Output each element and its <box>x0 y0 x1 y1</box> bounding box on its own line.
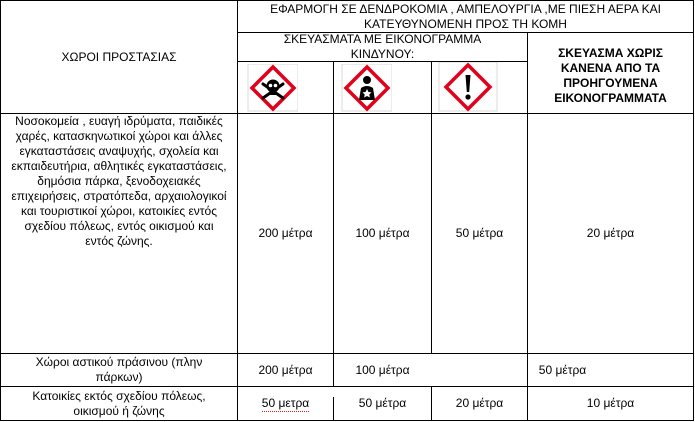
row3-irritant-distance <box>432 387 527 420</box>
row3-area-cell <box>1 387 237 420</box>
row2-toxic-value: 200 μέτρα <box>258 362 313 377</box>
row1-health-value: 100 μέτρα <box>355 226 410 240</box>
row2-merged-distance <box>432 354 693 386</box>
without-pictogram-label: ΣΚΕΥΑΣΜΑ ΧΩΡΙΣ ΚΑΝΕΝΑ ΑΠΟ ΤΑ ΠΡΟΗΓΟΥΜΕΝΑ ΕΙΚΟΝΟΓΡΑΜΜΑΤΑ <box>554 46 667 105</box>
skull-crossbones-icon <box>242 64 298 112</box>
application-method-header <box>238 1 693 32</box>
row1-area-text: Νοσοκομεία , ευαγή ιδρύματα, παιδικές χαρές, κατασκηνωτικοί χώροι και άλλες εγκαταστάσεις αναψυχής, σχολεία και εκπαιδευτήρια, αθλητικές εγκαταστάσεις, δημόσια πάρκα, ξενοδοχειακές επιχειρήσεις, στρατόπεδα, αρχαιολογικοί και τουριστικοί χώροι, κατοικίες εντός σχεδίου πόλεως, εντός οικισμού και εντός ζώνης. <box>11 114 227 248</box>
row1-toxic-value: 200 μέτρα <box>258 226 313 240</box>
row2-merged-value: 50 μέτρα <box>538 362 587 377</box>
protection-areas-label: ΧΩΡΟΙ ΠΡΟΣΤΑΣΙΑΣ <box>61 49 177 64</box>
row2-area-text: Χώροι αστικού πράσινου (πλην πάρκων) <box>35 355 203 384</box>
row1-area-cell <box>1 114 237 353</box>
row2-health-value: 100 μέτρα <box>355 362 410 377</box>
row1-none-distance <box>528 114 693 353</box>
grid-line <box>0 420 693 421</box>
health-hazard-icon <box>336 64 392 112</box>
row2-health-distance <box>334 354 431 386</box>
row3-none-value: 10 μέτρα <box>586 396 635 410</box>
exclamation-mark-icon <box>434 62 498 112</box>
row1-irritant-value: 50 μέτρα <box>455 226 504 240</box>
grid-line <box>693 0 694 421</box>
row3-irritant-value: 20 μέτρα <box>455 396 504 410</box>
with-pictogram-header <box>238 33 527 61</box>
row3-health-value: 50 μέτρα <box>358 396 407 410</box>
row3-none-distance <box>528 387 693 420</box>
row3-area-text: Κατοικίες εκτός σχεδίου πόλεως, οικισμού ή ζώνης <box>32 388 206 418</box>
protection-areas-header <box>1 1 237 113</box>
application-method-label: ΕΦΑΡΜΟΓΗ ΣΕ ΔΕΝΔΡΟΚΟΜΙΑ , ΑΜΠΕΛΟΥΡΓΙΑ ,ΜΕ ΠΙΕΣΗ ΑΕΡΑ ΚΑΙ ΚΑΤΕΥΘΥΝΟΜΕΝΗ ΠΡΟΣ ΤΗ ΚΟΜΗ <box>270 1 661 31</box>
without-pictogram-header <box>528 33 693 113</box>
row3-toxic-distance <box>238 387 333 420</box>
row2-area-cell <box>1 354 237 386</box>
row3-health-distance <box>334 387 431 420</box>
row1-none-value: 20 μέτρα <box>586 226 635 240</box>
row1-toxic-distance <box>238 114 333 353</box>
row2-toxic-distance <box>238 354 333 386</box>
row1-irritant-distance <box>432 114 527 353</box>
row3-toxic-value: 50 μετρα <box>261 395 310 410</box>
with-pictogram-label: ΣΚΕΥΑΣΜΑΤΑ ΜΕ ΕΙΚΟΝΟΓΡΑΜΜΑ ΚΙΝΔΥΝΟΥ: <box>283 32 482 61</box>
row1-health-distance <box>334 114 431 353</box>
